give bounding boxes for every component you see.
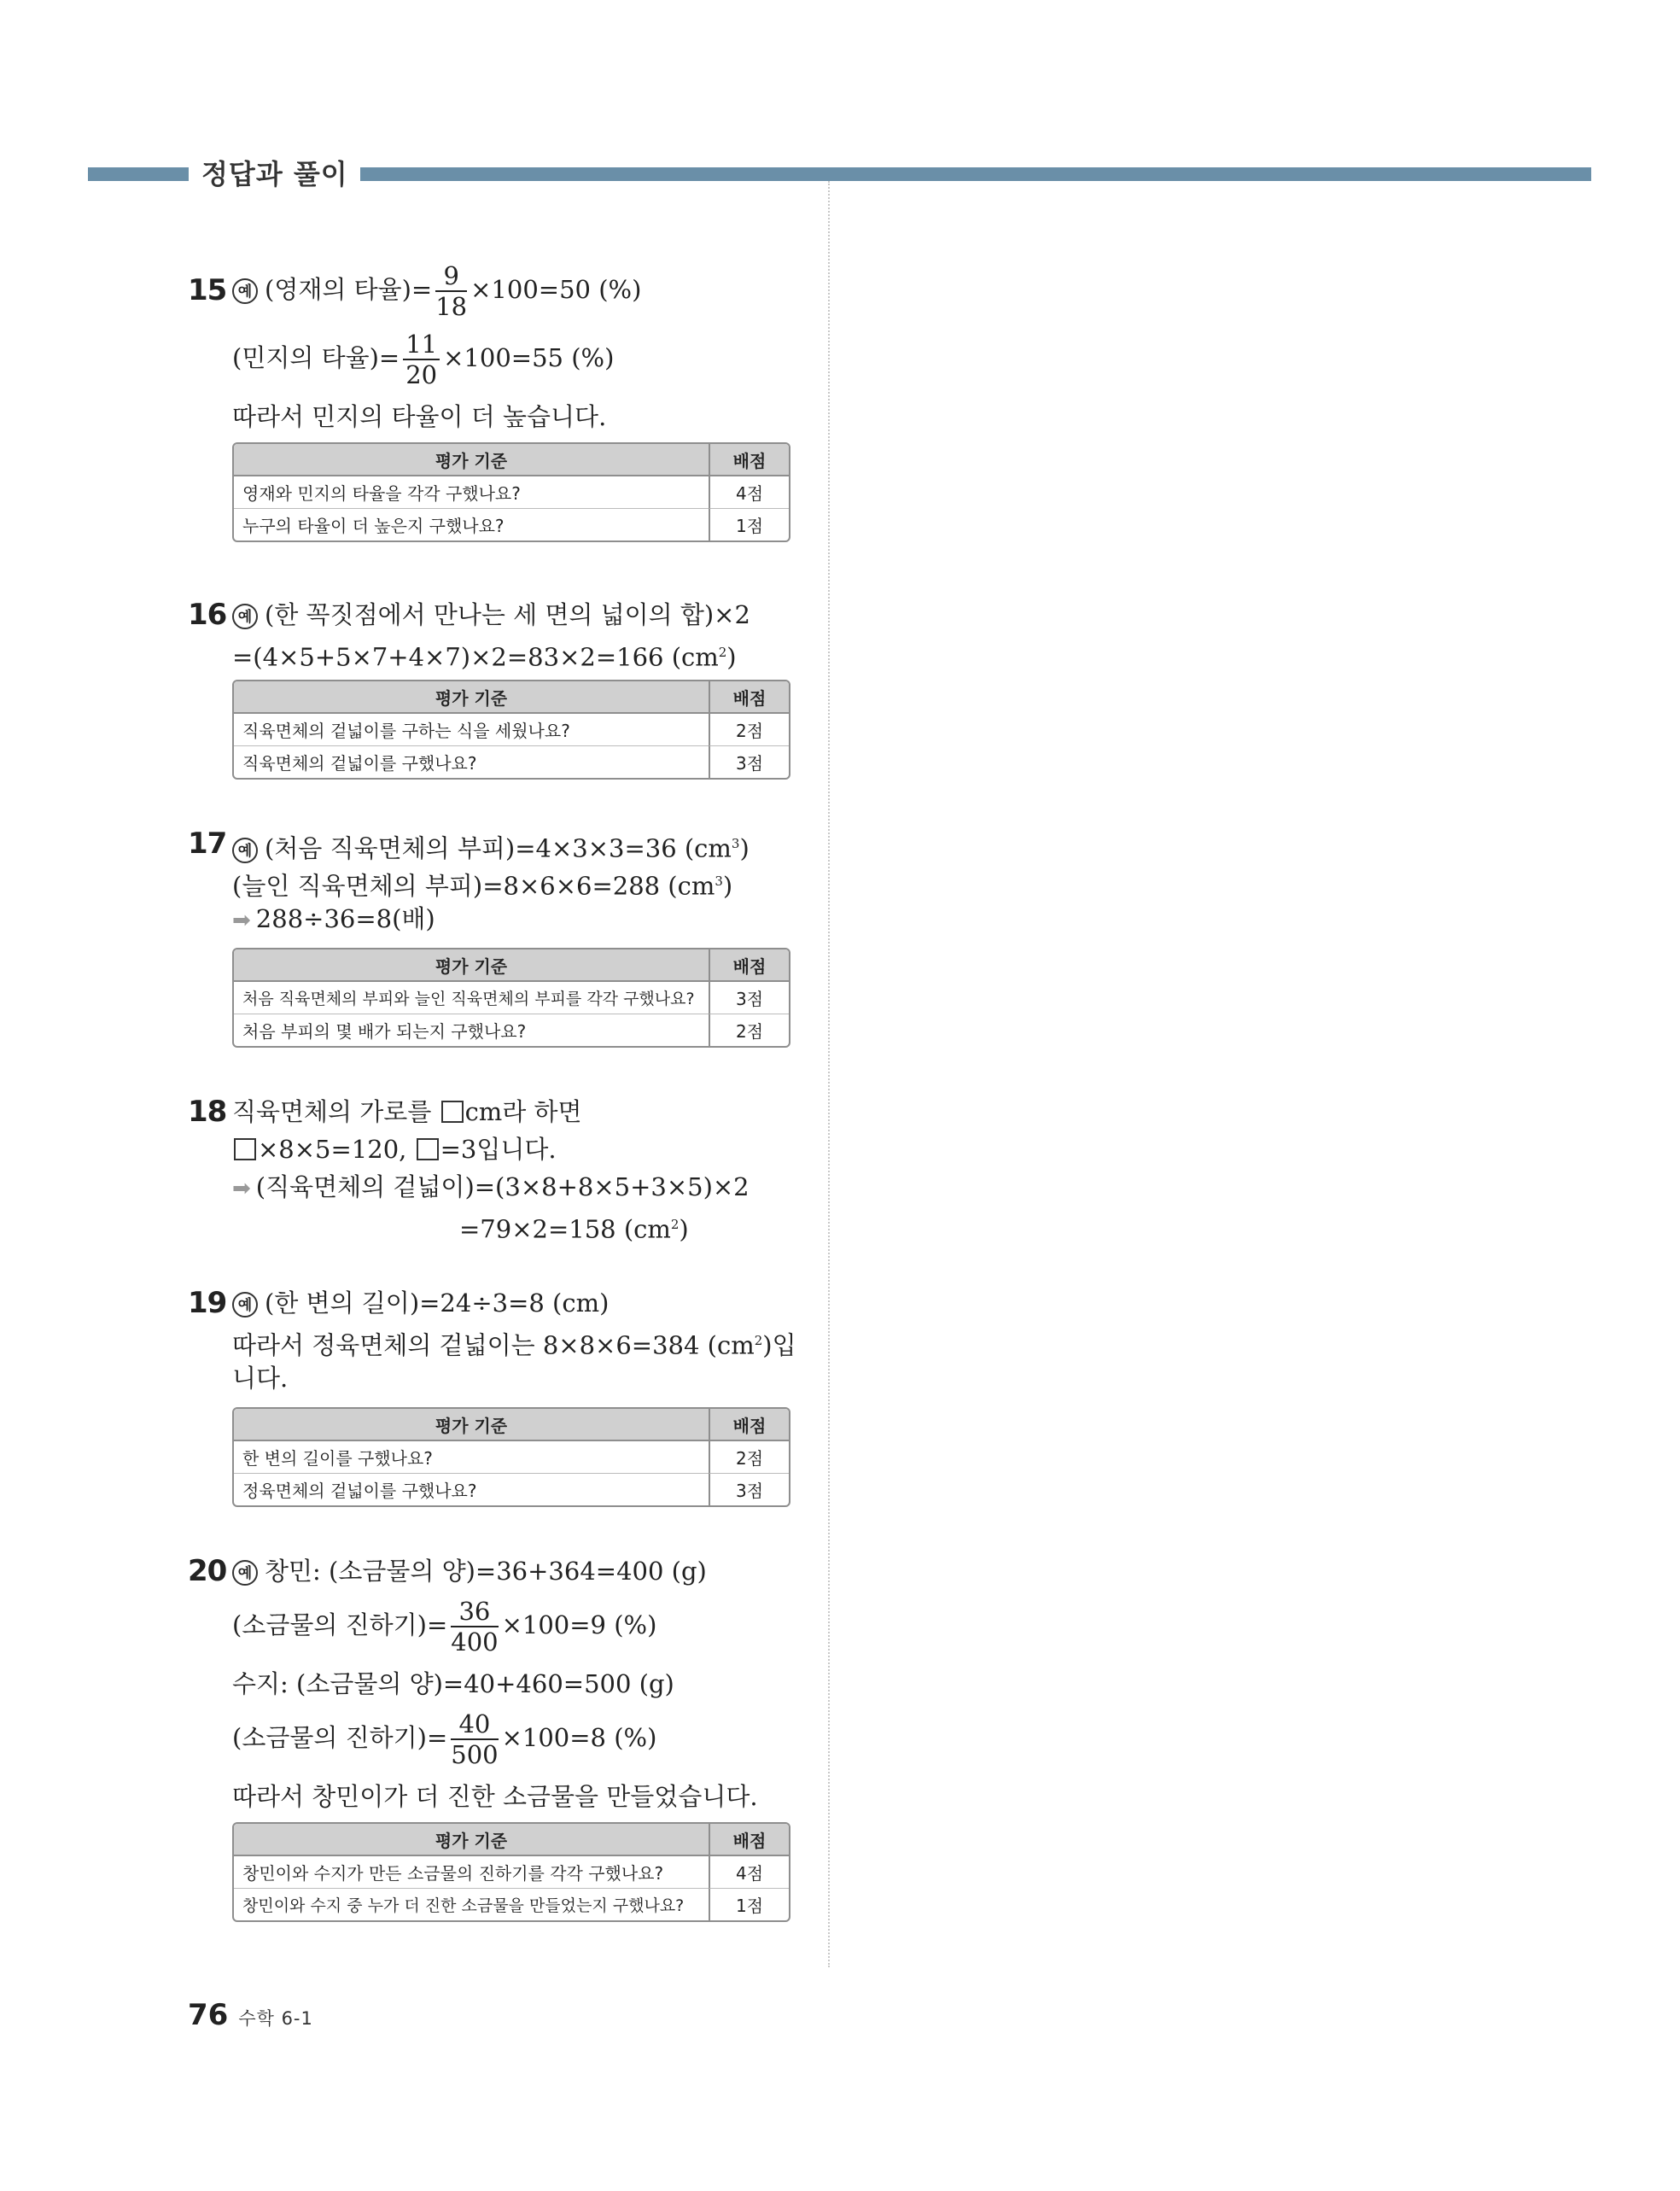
header-bar-left: [88, 167, 189, 181]
solution-line: 수지: (소금물의 양)=40+460=500 (g): [232, 1669, 674, 1698]
grading-table: [232, 442, 790, 542]
column-divider: [828, 181, 830, 1967]
solution-line: =79×2=158 $(cm^2)$: [459, 1214, 689, 1244]
table-row: 정육면체의 겉넓이를 구했나요? 3점: [234, 1474, 789, 1505]
solution-line: (민지의 타율)= $\frac{11}{20}$ ×100=55 (%): [232, 330, 615, 389]
grading-table: 평가 기준 배점 한 변의 길이를 구했나요? 2점 정육면체의 겉넓이를 구했나요? 3점: [232, 1407, 790, 1507]
solution-line: (소금물의 진하기)= $\frac{40}{500}$ ×100=8 (%): [232, 1709, 657, 1769]
book-title: 수학 6-1: [238, 2008, 313, 2029]
problem-number: 19: [188, 1286, 227, 1320]
solution-line: ➡ 288÷36=8(배): [232, 904, 435, 933]
table-row: 한 변의 길이를 구했나요? 2점: [234, 1441, 789, 1474]
solution-line: 따라서 창민이가 더 진한 소금물을 만들었습니다.: [232, 1782, 758, 1811]
table-row: 창민이와 수지가 만든 소금물의 진하기를 각각 구했나요? 4점: [234, 1856, 789, 1889]
solution-line: 예 (한 꼭짓점에서 만나는 세 면의 넓이의 합)×2: [232, 598, 750, 632]
example-mark-icon: 예: [232, 278, 258, 304]
fraction: $\frac{40}{500}$: [451, 1709, 499, 1769]
example-mark-icon: 예: [232, 838, 258, 863]
solution-line: ➡ (직육면체의 겉넓이)=(3×8+8×5+3×5)×2: [232, 1172, 750, 1201]
example-mark-icon: 예: [232, 604, 258, 629]
example-mark-icon: 예: [232, 1560, 258, 1586]
table-row: 창민이와 수지 중 누가 더 진한 소금물을 만들었는지 구했나요? 1점: [234, 1889, 789, 1920]
grading-table: 평가 기준 배점 창민이와 수지가 만든 소금물의 진하기를 각각 구했나요? 4점 창민이와 수지 중 누가 더 진한 소금물을 만들었는지 구했나요? 1점: [232, 1822, 790, 1922]
header-bar-right: [360, 167, 1591, 181]
table-row: 처음 부피의 몇 배가 되는지 구했나요? 2점: [234, 1014, 789, 1046]
table-row: 직육면체의 겉넓이를 구했나요? 3점: [234, 746, 789, 778]
blank-box: [417, 1138, 439, 1160]
solution-line: ×8×5=120, =3입니다.: [232, 1132, 557, 1166]
solution-line: 니다.: [232, 1364, 289, 1393]
solution-line: 따라서 민지의 타율이 더 높습니다.: [232, 402, 607, 431]
blank-box: [234, 1138, 256, 1160]
criteria-header: 평가 기준: [234, 444, 709, 476]
table-row: 영재와 민지의 타율을 각각 구했나요? 4점: [234, 476, 789, 509]
table-row: 누구의 타율이 더 높은지 구했나요? 1점: [234, 509, 789, 540]
fraction: $\frac{11}{20}$: [403, 330, 440, 389]
arrow-right-icon: ➡: [232, 908, 251, 933]
blank-box: [441, 1101, 464, 1123]
solution-line: 예 (영재의 타율)= $\frac{9}{18}$ ×100=50 (%): [232, 261, 641, 321]
fraction: $\frac{9}{18}$: [435, 261, 468, 321]
page-title: 정답과 풀이: [201, 158, 348, 190]
example-mark-icon: 예: [232, 1292, 258, 1318]
solution-line: 예 (한 변의 길이)=24÷3=8 (cm): [232, 1286, 609, 1320]
table-row: 처음 직육면체의 부피와 늘인 직육면체의 부피를 각각 구했나요? 3점: [234, 982, 789, 1014]
solution-line: (소금물의 진하기)= $\frac{36}{400}$ ×100=9 (%): [232, 1597, 657, 1656]
solution-line: =(4×5+5×7+4×7)×2=83×2=166 $(cm^2)$: [232, 642, 737, 672]
problem-number: 15: [188, 273, 227, 307]
page-number: 76: [188, 1998, 229, 2032]
problem-number: 16: [188, 598, 227, 632]
grading-table: 평가 기준 배점 처음 직육면체의 부피와 늘인 직육면체의 부피를 각각 구했나요? 3점 처음 부피의 몇 배가 되는지 구했나요? 2점: [232, 948, 790, 1048]
solution-line: 따라서 정육면체의 겉넓이는 8×8×6=384 $(cm^2)$입: [232, 1330, 796, 1360]
grading-table: 평가 기준 배점 직육면체의 겉넓이를 구하는 식을 세웠나요? 2점 직육면체의 겉넓이를 구했나요? 3점: [232, 680, 790, 780]
points-header: 배점: [709, 444, 789, 476]
solution-line: 직육면체의 가로를 cm라 하면: [232, 1097, 582, 1126]
solution-line: 예 (처음 직육면체의 부피)=4×3×3=36 $(cm^3)$: [232, 827, 750, 866]
page-footer: [188, 1998, 313, 2032]
problem-number: 17: [188, 827, 227, 861]
problem-number: 20: [188, 1554, 227, 1588]
table-row: 직육면체의 겉넓이를 구하는 식을 세웠나요? 2점: [234, 714, 789, 746]
solution-line: (늘인 직육면체의 부피)=8×6×6=288 $(cm^3)$: [232, 871, 733, 901]
fraction: $\frac{36}{400}$: [451, 1597, 499, 1656]
problem-number: 18: [188, 1095, 227, 1129]
arrow-right-icon: ➡: [232, 1176, 251, 1201]
solution-line: 예 창민: (소금물의 양)=36+364=400 (g): [232, 1554, 707, 1588]
